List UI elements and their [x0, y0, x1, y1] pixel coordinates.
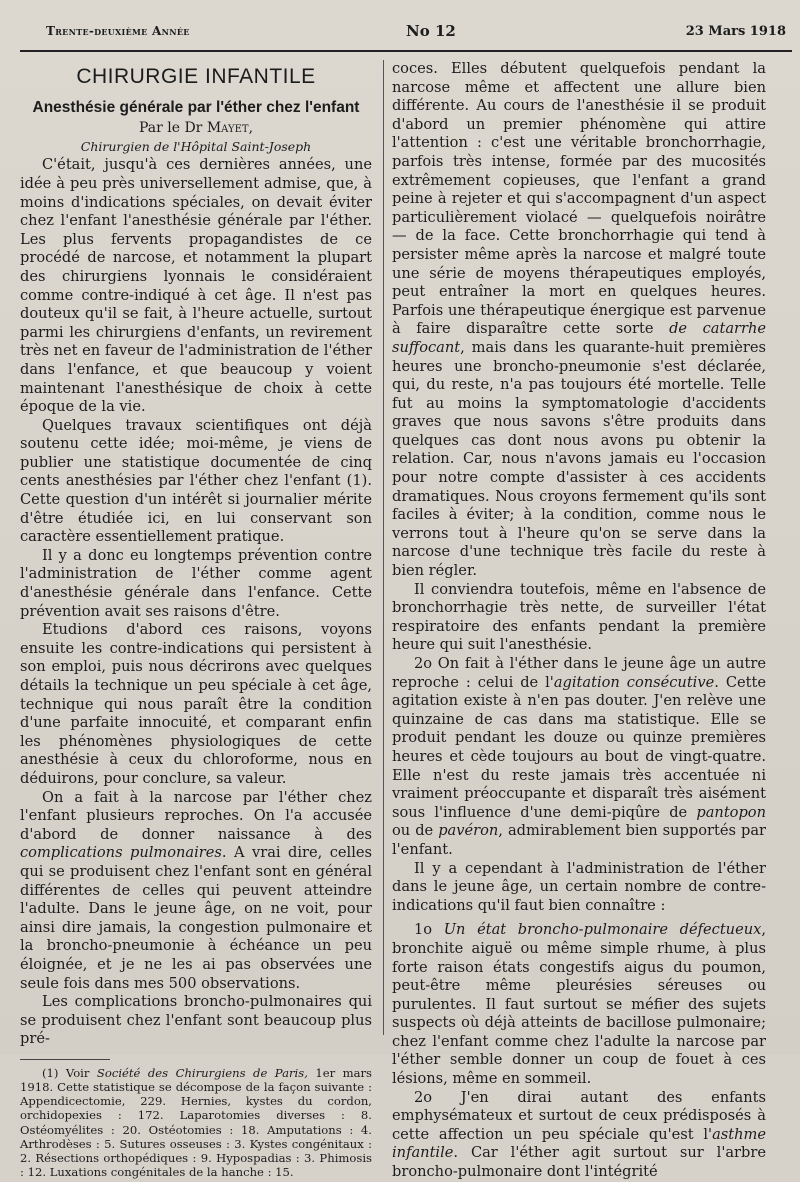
paragraph: Les complications broncho-pulmonaires qui se produisent chez l'enfant sont beaucoup plus pré- — [20, 993, 372, 1048]
page-header — [46, 22, 788, 44]
header-date: 23 Mars 1918 — [685, 24, 786, 39]
emphasis: asthme infantile — [392, 1125, 766, 1162]
text-run: , admirablement bien supportés par l'enfant. — [392, 822, 766, 858]
author-affiliation: Chirurgien de l'Hôpital Saint-Joseph — [80, 138, 312, 154]
text-run: , bronchite aiguë ou même simple rhume, à plus forte raison états congestifs aigus du poumon, peut-être même pleurésies séreuses ou purulentes. Il faut surtout se méfier des sujets suspects où déjà atteints de bacillose pulmonaire; chez l'enfant comme chez l'adulte la narcose par l'éther semble donner un coup de fouet à ces lésions, même en sommeil. — [392, 921, 766, 1088]
paragraph — [392, 1089, 766, 1182]
text-run: 2o On fait à l'éther dans le jeune âge un autre reproche : celui de l' — [392, 655, 766, 691]
emphasis: Un état broncho-pulmonaire défectueux — [443, 921, 762, 939]
text-run: 1o — [414, 921, 444, 939]
text-run: coces. Elles débutent quelquefois pendant la narcose même et affectent une allure bien différente. Au cours de l'anesthésie il se produit d'abord un premier phénomène qui attire l'attention : c'est une véritable bronchorrhagie, parfois très intense, formée par des mucosités extrêmement copieuses, que l'enfant a grand peine à rejeter et qui s'accompagnent d'un aspect particulièrement violacé — quelquefois noirâtre — de la face. Cette bronchorrhagie qui tend à persister même après la narcose et malgré toute une série de moyens thérapeutiques employés, peut entraîner la mort en quelques heures. Parfois une thérapeutique énergique est parvenue à faire disparaître cette sorte — [392, 60, 766, 338]
paragraph: C'était, jusqu'à ces dernières années, une idée à peu près universellement admise, que, à moins d'indications spéciales, on devait éviter chez l'enfant l'anesthésie générale par l'éther. Les plus fervents propagandistes de ce procédé de narcose, et notamment la plupart des chirurgiens lyonnais le considéraient comme contre-indiqué à cet âge. Il n'est pas douteux qu'il se fait, à l'heure actuelle, surtout parmi les chirurgiens d'enfants, un revirement très net en faveur de l'administration de l'éther dans l'enfance, et que beaucoup y voient maintenant l'anesthésique de choix à cette époque de la vie. — [20, 156, 372, 416]
section-title: CHIRURGIE INFANTILE — [76, 65, 316, 88]
text-run: (1) Voir — [42, 1065, 97, 1080]
emphasis: complications pulmonaires — [20, 844, 222, 862]
right-column — [392, 60, 766, 1182]
header-issue-number: No 12 — [406, 22, 456, 40]
paragraph — [20, 789, 372, 994]
emphasis: agitation consécutive — [553, 673, 715, 691]
text-run: 2o J'en dirai autant des enfants emphysémateux et surtout de ceux prédisposés à cette affection un peu spéciale qu'est l' — [392, 1088, 766, 1143]
header-rule — [20, 50, 792, 52]
text-run: ou de — [392, 822, 439, 840]
column-divider — [383, 60, 384, 1035]
author-line — [20, 119, 372, 138]
footnote-rule — [20, 1059, 110, 1060]
text-run: . Car l'éther agit surtout sur l'arbre broncho-pulmonaire dont l'intégrité — [392, 1144, 766, 1181]
paragraph — [392, 60, 766, 581]
text-run: 1er mars 1918. Cette statistique se décompose de la façon suivante : Appendicectomie, 229. Hernies, kystes du cordon, orchidopexies : 172. Laparotomies diverses : 8. Ostéomyélites : 20. Ostéotomies : 18. Amputations : 4. Arthrodèses : 5. Sutures osseuses : 3. Kystes congénitaux : 2. Résections orthopédiques : 9. Hypospadias : 3. Phimosis : 12. Luxations congénitales de la hanche : 15. — [20, 1065, 372, 1180]
paragraph: Il y a donc eu longtemps prévention contre l'administration de l'éther comme agent d'anesthésie générale dans l'enfance. Cette prévention avait ses raisons d'être. — [20, 546, 372, 620]
paragraph — [392, 655, 766, 860]
text-run: On a fait à la narcose par l'éther chez l'enfant plusieurs reproches. On l'a accusée d'abord de donner naissance à des — [20, 788, 372, 843]
byline-prefix: Par le Dr — [138, 120, 203, 137]
emphasis: de catarrhe suffocant — [392, 320, 767, 356]
text-run: , mais dans les quarante-huit premières heures une broncho-pneumonie s'est déclarée, qui, du reste, n'a pas toujours été mortelle. Telle fut au moins la symptomatologie d'accidents graves que nous savons s'être produits dans quelques cas dont nous avons pu obtenir la relation. Car, nous n'avons jamais eu l'occasion pour notre compte d'assister à ces accidents dramatiques. Nous croyons fermement qu'ils sont faciles à éviter; à la condition, comme nous le verrons tout à l'heure qu'on se serve dans la narcose d'une technique très facile du reste à bien régler. — [392, 338, 766, 580]
emphasis: pavéron — [438, 822, 499, 840]
footnote — [20, 1066, 372, 1180]
text-run: . Cette agitation existe à n'en pas douter. J'en relève une quinzaine de cas dans ma statistique. Elle se produit pendant les douze ou quinze premières heures et cède toujours au bout de vingt-quatre. Elle n'est du reste jamais très accentuée ni vraiment préoccupante et disparaît très aisément sous l'influence d'une demi-piqûre de — [392, 673, 766, 821]
emphasis: Société des Chirurgiens de Paris, — [96, 1065, 308, 1080]
paragraph: Il y a cependant à l'administration de l'éther dans le jeune âge, un certain nombre de contre-indications qu'il faut bien connaître : — [392, 859, 766, 914]
paragraph — [392, 921, 766, 1088]
author-name: Mayet, — [206, 120, 254, 137]
paragraph: Il conviendra toutefois, même en l'absence de bronchorrhagie très nette, de surveiller l'état respiratoire des enfants pendant la première heure qui suit l'anesthésie. — [392, 580, 766, 654]
paragraph: Etudions d'abord ces raisons, voyons ensuite les contre-indications qui persistent à son emploi, puis nous décrirons avec quelques détails la technique un peu spéciale à cet âge, technique qui nous paraît être la condition d'une parfaite innocuité, et comparant enfin les phénomènes physiologiques de cette anesthésie à ceux du chloroforme, nous en déduirons, pour conclure, sa valeur. — [20, 621, 372, 787]
article-title: Anesthésie générale par l'éther chez l'enfant — [32, 98, 360, 116]
emphasis: pantopon — [696, 803, 766, 821]
paragraph: Quelques travaux scientifiques ont déjà soutenu cette idée; moi-même, je viens de publier une statistique documentée de cinq cents anesthésies par l'éther chez l'enfant (1). Cette question d'un intérêt si journalier mérite d'être étudiée ici, en lui conservant son caractère essentiellement pratique. — [20, 416, 372, 546]
header-year: Trente-deuxième Année — [46, 24, 190, 38]
text-run: . A vrai dire, celles qui se produisent chez l'enfant sont en général différentes de celles qui peuvent atteindre l'adulte. Dans le jeune âge, on ne voit, pour ainsi dire jamais, la congestion pulmonaire et la broncho-pneumonie à échéance un peu éloignée, et je ne les ai pas observées une seule fois dans mes 500 observations. — [20, 844, 372, 992]
left-column — [20, 60, 372, 1180]
